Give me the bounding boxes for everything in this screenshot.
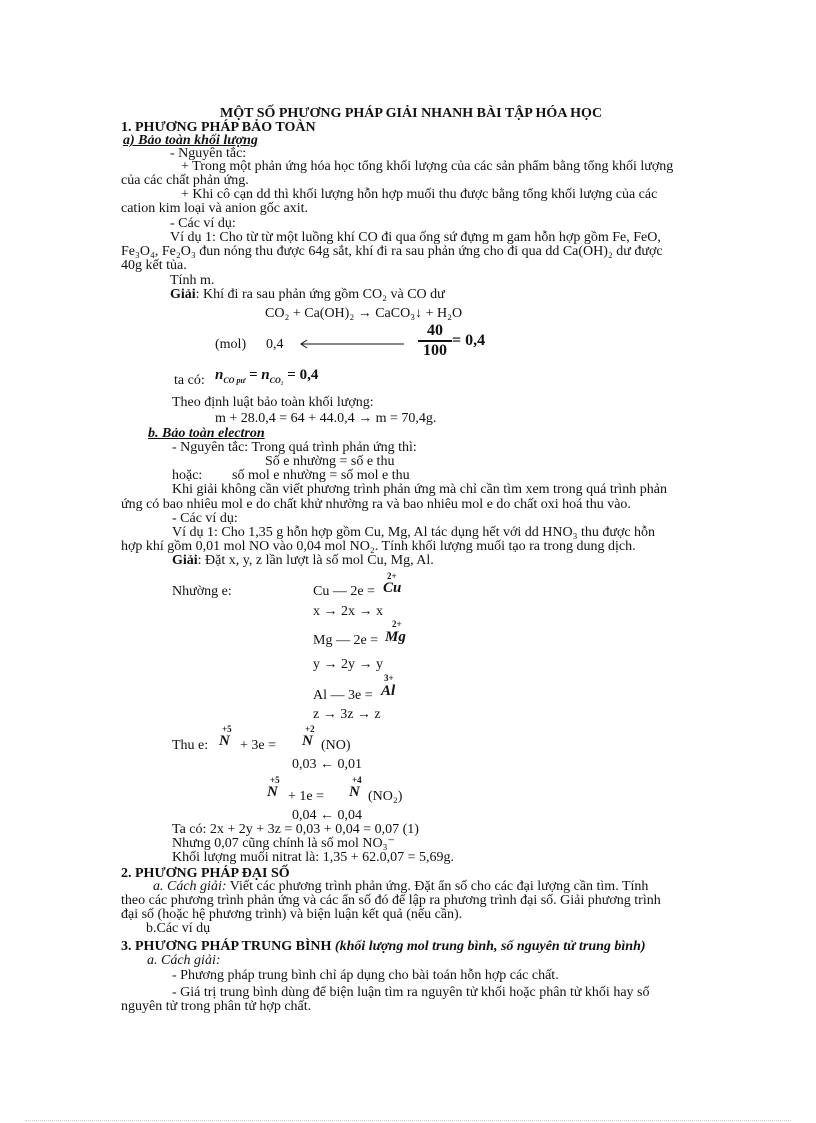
al-equation: Al — 3e =: [313, 688, 373, 703]
recv-2-product: (NO₂): [368, 789, 403, 804]
principle-1-line-1: + Trong một phản ứng hóa học tổng khối lượng của các sản phẩm bằng tổng khối lượng: [181, 159, 674, 174]
example-1-line-3: 40g kết tủa.: [121, 258, 187, 273]
example-1-line-1: Ví dụ 1: Cho từ từ một luồng khí CO đi qua ống sứ đựng m gam hỗn hợp gồm Fe, FeO,: [170, 230, 661, 245]
b-equation-1: Số e nhường = số e thu: [265, 454, 395, 469]
section-3-line-2: - Giá trị trung bình dùng để biện luận tìm ra nguyên tử khối hoặc phân tử khối hay số: [172, 985, 650, 1000]
mole-result: = 0,4: [283, 367, 319, 383]
n-symbol-left-2: N: [267, 784, 278, 800]
law-equation: m + 28.0,4 = 64 + 44.0,4 → m = 70,4g.: [215, 411, 437, 426]
n-plus2-oxidation: +2: [305, 724, 315, 734]
section-1-heading: 1. PHƯƠNG PHÁP BẢO TOÀN: [121, 120, 316, 135]
recv-2-moles: 0,04 ← 0,04: [292, 808, 362, 823]
section-3-heading-note: (khối lượng mol trung bình, số nguyên tử trung bình): [334, 939, 646, 954]
example-1-question: Tính m.: [170, 273, 215, 288]
give-electrons-label: Nhường e:: [172, 584, 232, 599]
taco-label: ta có:: [174, 373, 205, 388]
b-solution-text: : Đặt x, y, z lần lượt là số mol Cu, Mg, Al.: [197, 553, 434, 568]
section-3-line-1: - Phương pháp trung bình chỉ áp dụng cho bài toán hỗn hợp các chất.: [172, 968, 559, 983]
recv-1-middle: + 3e =: [240, 738, 277, 753]
n-symbol-right: N: [302, 733, 313, 749]
b-note-line-1: Khi giải không cần viết phương trình phản ứng mà chỉ cần tìm xem trong quá trình phản: [172, 482, 667, 497]
solution-1-line: [170, 287, 445, 302]
al-moles: z → 3z → z: [313, 707, 381, 722]
solution-label: Giải: [170, 287, 196, 302]
mg-moles: y → 2y → y: [313, 657, 383, 672]
solution-1-text: : Khí đi ra sau phản ứng gồm CO₂ và CO dư: [195, 287, 445, 302]
recv-2-middle: + 1e =: [288, 789, 325, 804]
principle-1-line-2: của các chất phản ứng.: [121, 173, 249, 188]
fraction-denominator: 100: [418, 340, 452, 360]
mol-label: (mol): [215, 337, 247, 352]
mg-oxidation: 2+: [392, 619, 402, 629]
cu-moles: x → 2x → x: [313, 604, 383, 619]
section-3-heading: 3. PHƯƠNG PHÁP TRUNG BÌNH: [121, 939, 332, 954]
n-symbol-right-2: N: [349, 784, 360, 800]
mol-value: 0,4: [266, 337, 284, 352]
b-examples-label: - Các ví dụ:: [172, 511, 238, 526]
b-example-1-line-2: hợp khí gồm 0,01 mol NO vào 0,04 mol NO₂. Tính khối lượng muối tạo ra trong dung dịch.: [121, 539, 636, 554]
n-plus5-oxidation: +5: [222, 724, 232, 734]
al-oxidation: 3+: [384, 673, 394, 683]
n-plus5-oxidation-2: +5: [270, 775, 280, 785]
b-equation-2: số mol e nhường = số mol e thu: [232, 468, 410, 483]
page-bottom-border: [25, 1120, 791, 1121]
b-solution-label: Giải: [172, 553, 198, 568]
fraction-numerator: 40: [427, 322, 443, 339]
subsection-b-heading: b. Bảo toàn electron: [148, 426, 265, 441]
subsection-a-heading: a) Bảo toàn khối lượng: [123, 133, 258, 148]
recv-1-moles: 0,03 ← 0,01: [292, 757, 362, 772]
sum-equation: Ta có: 2x + 2y + 3z = 0,03 + 0,04 = 0,07 (1): [172, 822, 419, 837]
section-2-line-1: [153, 879, 648, 894]
nitrate-mass: Khối lượng muối nitrat là: 1,35 + 62.0,07 = 5,69g.: [172, 850, 454, 865]
section-2-examples: b.Các ví dụ: [146, 921, 211, 936]
n-symbol-left: N: [219, 733, 230, 749]
cu-oxidation: 2+: [387, 571, 397, 581]
n-symbol-2: = n: [245, 367, 270, 383]
examples-label: - Các ví dụ:: [170, 216, 236, 231]
recv-1-product: (NO): [321, 738, 351, 753]
section-2-heading: 2. PHƯƠNG PHÁP ĐẠI SỐ: [121, 866, 290, 881]
sub-co2: CO₂: [269, 376, 284, 385]
b-note-line-2: ứng có bao nhiêu mol e do chất khử nhường ra và bao nhiêu mol e do chất oxi hoá thu vào.: [121, 497, 631, 512]
nitrate-note: Nhưng 0,07 cũng chính là số mol NO₃⁻: [172, 836, 395, 851]
example-1-line-2: Fe₃O₄, Fe₂O₃ đun nóng thu được 64g sắt, khí đi ra sau phản ứng cho đi qua dd Ca(OH)₂ dư được: [121, 244, 663, 259]
mg-symbol: Mg: [385, 629, 406, 645]
cu-symbol: Cu: [383, 580, 402, 596]
n-symbol: n: [215, 367, 224, 383]
page-title: MỘT SỐ PHƯƠNG PHÁP GIẢI NHANH BÀI TẬP HÓA HỌC: [220, 106, 603, 121]
left-arrow-icon: [298, 338, 406, 350]
section-2-method-label: a. Cách giải:: [153, 879, 227, 894]
principle-2-line-2: cation kim loại và anion gốc axit.: [121, 201, 309, 216]
section-2-line-1-text: Viết các phương trình phản ứng. Đặt ẩn số cho các đại lượng cần tìm. Tính: [226, 879, 649, 894]
reaction-equation: CO₂ + Ca(OH)₂ → CaCO₃↓ + H₂O: [265, 306, 463, 321]
mole-equality: [215, 368, 318, 388]
n-plus4-oxidation: +4: [352, 775, 362, 785]
al-symbol: Al: [381, 683, 396, 699]
section-3-line-3: nguyên tử trong phân tử hợp chất.: [121, 999, 312, 1014]
law-statement: Theo định luật bảo toàn khối lượng:: [172, 395, 374, 410]
principle-label: - Nguyên tắc:: [170, 146, 247, 161]
sub-co-pu: CO pư: [223, 376, 246, 385]
receive-electrons-label: Thu e:: [172, 738, 209, 753]
section-2-line-3: đại số (hoặc hệ phương trình) và biện luận kết quả (nếu cần).: [121, 907, 463, 922]
principle-2-line-1: + Khi cô cạn dd thì khối lượng hỗn hợp muối thu được bằng tổng khối lượng của các: [181, 187, 658, 202]
mg-equation: Mg — 2e =: [313, 633, 379, 648]
b-example-1-line-1: Ví dụ 1: Cho 1,35 g hỗn hợp gồm Cu, Mg, Al tác dụng hết với dd HNO₃ thu được hỗn: [172, 525, 656, 540]
section-3-method-label: a. Cách giải:: [147, 953, 221, 968]
section-2-line-2: theo các phương trình phản ứng và các ẩn số đó để lập ra phương trình đại số. Giải phương trình: [121, 893, 661, 908]
b-principle: - Nguyên tắc: Trong quá trình phản ứng thì:: [172, 440, 417, 455]
cu-equation: Cu — 2e =: [313, 584, 375, 599]
b-or-label: hoặc:: [172, 468, 203, 483]
fraction: [418, 322, 452, 360]
b-solution-line: [172, 553, 434, 568]
fraction-result: = 0,4: [452, 332, 486, 349]
section-3-heading-line: [121, 939, 646, 954]
